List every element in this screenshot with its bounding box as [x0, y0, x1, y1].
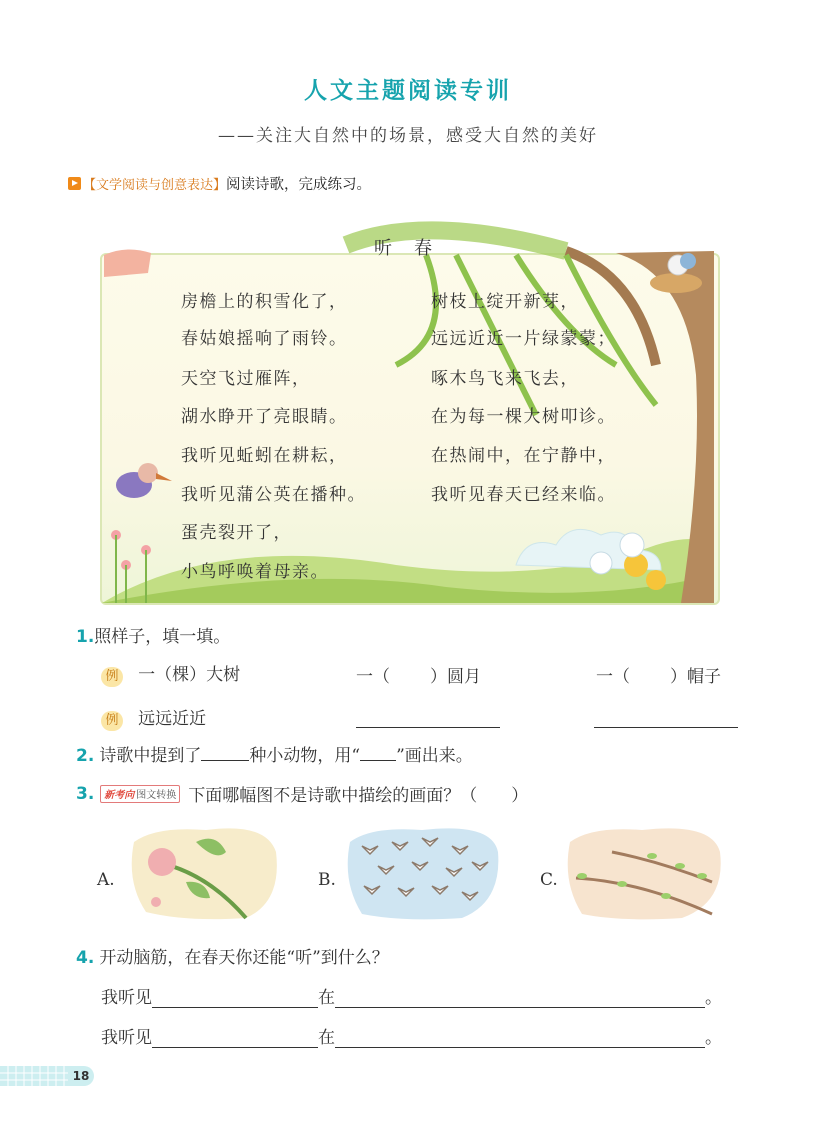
- answer-blank[interactable]: [356, 708, 500, 728]
- question-number: 1.: [76, 627, 95, 647]
- question-text: 下面哪幅图不是诗歌中描绘的画面？（ ）: [188, 786, 529, 806]
- q1-example-row-1: [101, 660, 240, 687]
- poem-line: 蛋壳裂开了，: [181, 523, 292, 543]
- section-tag: 【文学阅读与创意表达】: [83, 178, 227, 193]
- page-title: 人文主题阅读专训: [304, 78, 512, 104]
- question-number: 4.: [76, 948, 95, 968]
- example-text: 远远近近: [138, 709, 207, 729]
- option-a-image[interactable]: [126, 822, 282, 922]
- poem-line: 远远近近一片绿蒙蒙；: [431, 329, 616, 349]
- poem-line: 啄木鸟飞来飞去，: [431, 369, 579, 389]
- example-text: 一（棵）大树: [138, 665, 241, 685]
- q1-item-hat: 一（ ）帽子: [596, 667, 721, 687]
- answer-blank[interactable]: [201, 744, 249, 761]
- example-badge: 例: [101, 711, 123, 731]
- answer-blank[interactable]: [335, 1029, 705, 1048]
- question-text: 开动脑筋，在春天你还能“听”到什么？: [99, 948, 389, 968]
- option-a-label: A.: [97, 870, 115, 890]
- poem-line: 小鸟呼唤着母亲。: [181, 562, 329, 582]
- poem-line: 在热闹中，在宁静中，: [431, 446, 616, 466]
- answer-blank[interactable]: [594, 708, 738, 728]
- page-subtitle: ——关注大自然中的场景，感受大自然的美好: [218, 126, 598, 146]
- underline-sample: [360, 744, 396, 761]
- question-2: 2. 诗歌中提到了 种小动物，用“ ”画出来。: [76, 746, 473, 766]
- q1-example-row-2: [101, 704, 206, 731]
- option-b-label: B.: [318, 870, 336, 890]
- poem-line: 我听见蚯蚓在耕耘，: [181, 446, 348, 466]
- answer-blank[interactable]: [152, 1029, 318, 1048]
- poem-line: 春姑娘摇响了雨铃。: [181, 329, 348, 349]
- question-1: [76, 622, 230, 647]
- question-4: [76, 943, 389, 968]
- option-c-label: C.: [540, 870, 558, 890]
- poem-line: 树枝上绽开新芽，: [431, 292, 579, 312]
- poem-line: 我听见蒲公英在播种。: [181, 485, 366, 505]
- question-3: [76, 781, 528, 806]
- example-badge: 例: [101, 667, 123, 687]
- answer-blank[interactable]: [335, 989, 705, 1008]
- page-number: 18: [68, 1066, 94, 1086]
- question-number: 3.: [76, 783, 95, 804]
- new-test-badge: 新考向 图文转换: [100, 785, 180, 803]
- q4-answer-line-2: 我听见 在 。: [101, 1028, 722, 1048]
- q1-item-moon: 一（ ）圆月: [356, 667, 481, 687]
- play-icon: [68, 177, 81, 190]
- poem-title: 听春: [374, 238, 454, 259]
- q4-answer-line-1: 我听见 在 。: [101, 988, 722, 1008]
- question-text: 照样子，填一填。: [94, 627, 231, 647]
- page-bar-decoration: [0, 1066, 68, 1086]
- option-c-image[interactable]: [562, 822, 726, 922]
- poem-line: 湖水睁开了亮眼睛。: [181, 407, 348, 427]
- answer-blank[interactable]: [152, 989, 318, 1008]
- poem-line: 在为每一棵大树叩诊。: [431, 407, 616, 427]
- section-instruction: 阅读诗歌，完成练习。: [226, 177, 372, 193]
- section-heading: [68, 173, 371, 194]
- option-b-image[interactable]: [342, 822, 502, 922]
- poem-line: 房檐上的积雪化了，: [181, 292, 348, 312]
- poem-line: 天空飞过雁阵，: [181, 369, 311, 389]
- question-number: 2.: [76, 746, 95, 766]
- poem-line: 我听见春天已经来临。: [431, 485, 616, 505]
